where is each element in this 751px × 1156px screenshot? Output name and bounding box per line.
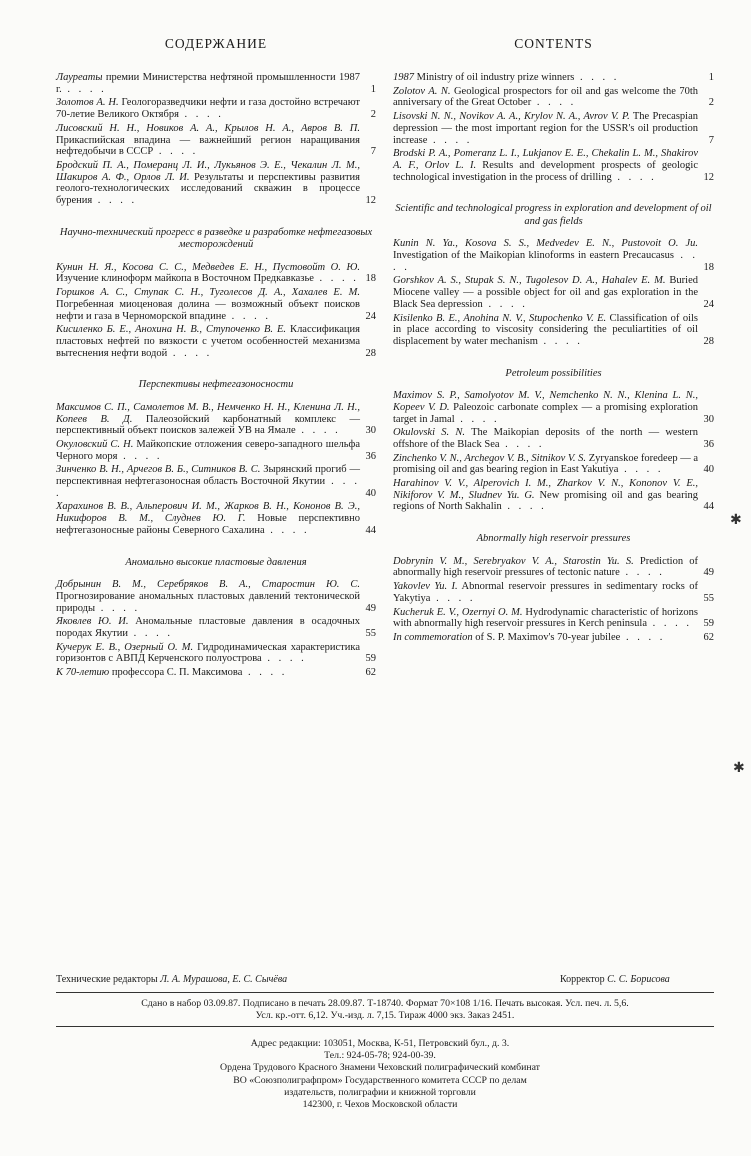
leader-dots: . . . . <box>430 592 476 604</box>
entry-title: Geological prospectors for oil and gas welcome the 70th anniversary of the Great October <box>393 85 699 109</box>
toc-entry <box>393 148 714 183</box>
imprint-line: Сдано в набор 03.09.87. Подписано в печать 28.09.87. Т-18740. Формат 70×108 1/16. Печать высокая. Усл. печ. л. 5,6. <box>141 998 629 1009</box>
entry-title: Майкопские отложения северо-западного шельфа Черного моря <box>56 438 360 462</box>
entry-page-number: 44 <box>703 501 714 513</box>
corrector-label: Корректор <box>560 974 605 985</box>
entry-authors: Kucheruk E. V., Ozernyi O. M. <box>393 606 523 618</box>
entry-authors: Окуловский С. Н. <box>56 438 134 450</box>
section-title: Перспективы нефтегазоносности <box>138 379 294 391</box>
entry-page-number: 59 <box>703 618 714 630</box>
toc-entry <box>393 313 714 348</box>
print-blot-mark: ✱ <box>730 513 742 528</box>
entry-title: Изучение клиноформ майкопа в Восточном Предкавказье <box>56 273 314 285</box>
entry-authors: К 70-летию <box>56 667 110 679</box>
print-blot-mark: ✱ <box>733 761 745 776</box>
address-line: Адрес редакции: 103051, Москва, К-51, Петровский бул., д. 3. <box>250 1038 510 1049</box>
leader-dots: . . . . <box>620 631 666 643</box>
address-line: ВО «Союзполиграфпром» Государственного комитета СССР по делам <box>233 1074 527 1086</box>
leader-dots: . . . . <box>531 97 577 109</box>
entry-page-number: 40 <box>365 487 376 499</box>
entry-title: Результаты и перспективы развития геолого-технологических исследований скважин в процессе бурения <box>56 171 361 207</box>
address-line: 142300, г. Чехов Московской области <box>302 1099 458 1111</box>
corrector <box>560 974 670 985</box>
toc-entry <box>56 501 376 536</box>
entry-authors: Зинченко В. Н., Арчегов В. Б., Ситников В. С. <box>56 464 261 476</box>
contents-heading-en: CONTENTS <box>514 36 593 51</box>
leader-dots: . . . . <box>226 310 272 322</box>
toc-entry <box>56 262 376 285</box>
entry-authors: Zolotov A. N. <box>393 85 451 97</box>
leader-dots: . . . . <box>242 667 288 679</box>
entry-authors: Кисиленко Б. Е., Анохина Н. В., Ступоченко В. Е. <box>56 324 287 336</box>
entry-page-number: 1 <box>370 83 376 95</box>
entry-title: Новые перспективно нефтегазоносные районы Северного Сахалина <box>56 513 360 536</box>
entry-authors: Золотов А. Н. <box>56 97 119 109</box>
toc-entry <box>56 97 376 120</box>
entry-title: New promising oil and gas bearing regions of North Sakhalin <box>393 489 698 513</box>
toc-entry <box>393 427 714 450</box>
leader-dots: . . . . <box>117 450 163 462</box>
toc-entry <box>393 275 714 310</box>
entry-title: Геологоразведчики нефти и газа достойно встречают 70-летие Великого Октября <box>56 97 360 121</box>
toc-entry <box>56 642 376 665</box>
entry-page-number: 40 <box>703 464 714 476</box>
leader-dots: . . . . <box>611 171 657 183</box>
leader-dots: . . . . <box>501 501 547 513</box>
entry-page-number: 18 <box>365 273 376 285</box>
imprint-block <box>70 998 700 1022</box>
entry-title: The Maikopian deposits of the north — western offshore of the Black Sea <box>393 427 699 450</box>
group-gap <box>393 515 714 523</box>
leader-dots: . . . . <box>454 413 500 425</box>
toc-entry <box>56 287 376 322</box>
entry-page-number: 49 <box>703 567 714 579</box>
toc-entry <box>393 581 714 604</box>
entry-authors: Kunin N. Ya., Kosova S. S., Medvedev E. N., Pustovoit O. Ju. <box>393 238 698 250</box>
group-gap <box>56 209 376 217</box>
editors-names: Л. А. Мурашова, Е. С. Сычёва <box>160 974 288 985</box>
section-title: Научно-технический прогресс в разведке и разработке нефтегазовых месторождений <box>59 226 373 251</box>
address-line: Ордена Трудового Красного Знамени Чеховский полиграфический комбинат <box>220 1062 540 1074</box>
entry-page-number: 30 <box>703 413 714 425</box>
entry-page-number: 12 <box>365 195 376 207</box>
entry-title: Ministry of oil industry prize winners <box>414 72 575 83</box>
leader-dots: . . . . <box>574 72 620 83</box>
leader-dots: . . . . <box>153 146 199 158</box>
entry-page-number: 62 <box>365 667 376 679</box>
entry-title: Прогнозирование аномальных пластовых давлений тектонической природы <box>56 590 360 614</box>
imprint-line: Усл. кр.-отт. 6,12. Уч.-изд. л. 7,15. Тираж 4000 экз. Заказ 2451. <box>255 1010 515 1021</box>
entry-page-number: 7 <box>370 146 376 158</box>
toc-entry <box>56 439 376 462</box>
entry-authors: Gorshkov A. S., Stupak S. N., Tugolesov D. A., Hahalev E. M. <box>393 275 666 287</box>
entry-authors: Кунин Н. Я., Косова С. С., Медведев Е. Н., Пустовойт О. Ю. <box>56 261 360 273</box>
group-gap <box>56 681 376 689</box>
entry-authors: Okulovski S. N. <box>393 427 466 439</box>
group-gap <box>56 361 376 369</box>
entry-page-number: 12 <box>703 171 714 183</box>
leader-dots: . . . . <box>537 335 583 347</box>
section-title: Petroleum possibilities <box>505 367 602 379</box>
toc-entry <box>393 478 714 513</box>
entry-title: Аномальные пластовые давления в осадочных породах Якутии <box>56 616 360 639</box>
entry-authors: Максимов С. П., Самолетов М. В., Немченко Н. Н., Кленина Л. Н., Копеев В. Д. <box>56 401 360 425</box>
entry-authors: Горшков А. С., Ступак С. Н., Туголесов Д. А., Хахалев Е. М. <box>56 287 360 299</box>
entry-page-number: 1 <box>708 72 714 83</box>
toc-entry <box>393 607 714 630</box>
entry-page-number: 36 <box>365 450 376 462</box>
entry-title: Zyryanskoe foredeep — a promising oil and gas bearing region in East Yakutiya <box>393 452 699 476</box>
entry-page-number: 7 <box>708 134 714 146</box>
leader-dots: . . . . <box>261 653 307 665</box>
entry-page-number: 62 <box>703 631 714 643</box>
entry-title: The Precaspian depression — the most important region for the USSR's oil production increase <box>393 111 698 146</box>
entry-page-number: 18 <box>703 261 714 273</box>
entry-authors: Харахинов В. В., Альперович И. М., Жарков В. Н., Кононов В. Э., Никифоров В. М., Слуднев Ю. Г. <box>56 501 360 525</box>
entry-title: Классификация пластовых нефтей по вязкости с учетом особенностей механизма вытеснения нефти водой <box>56 324 360 359</box>
toc-entry <box>393 72 714 84</box>
entry-title: профессора С. П. Максимова <box>109 667 243 679</box>
toc-entry <box>56 616 376 639</box>
entry-page-number: 24 <box>703 298 714 310</box>
entry-page-number: 24 <box>365 310 376 322</box>
toc-entry <box>56 160 376 207</box>
leader-dots: . . . . <box>61 83 107 95</box>
group-gap <box>393 185 714 193</box>
section-title: Abnormally high reservoir pressures <box>476 533 631 545</box>
contents-heading-ru: СОДЕРЖАНИЕ <box>164 36 268 51</box>
divider-bottom <box>56 1026 714 1027</box>
entry-authors: Zinchenko V. N., Archegov V. B., Sitnikov V. S. <box>393 452 587 464</box>
toc-entry <box>56 464 376 499</box>
leader-dots: . . . . <box>427 134 473 146</box>
toc-entry <box>393 632 714 644</box>
entry-authors: In commemoration <box>393 631 473 643</box>
entry-authors: Lisovski N. N., Novikov A. A., Krylov N. A., Avrov V. P. <box>393 111 630 123</box>
entry-title: Classification of oils in place according to viscosity considering the peculiartities of oil displacement by water mechanism <box>393 312 698 347</box>
entry-title: Прикаспийская впадина — важнейший регион наращивания нефтедобычи в СССР <box>56 134 360 158</box>
toc-entry <box>56 324 376 359</box>
section-title: Scientific and technological progress in exploration and development of oil and gas fields <box>395 203 712 227</box>
entry-title: Prediction of abnormally high reservoir pressures of tectonic nature <box>393 555 698 579</box>
toc-entry <box>56 402 376 437</box>
toc-entry <box>56 579 376 614</box>
entry-page-number: 59 <box>365 653 376 665</box>
entry-title: Paleozoic carbonate complex — a promising exploration target in Jamal <box>393 401 698 425</box>
entry-page-number: 28 <box>365 347 376 359</box>
editors-label: Технические редакторы <box>56 974 158 985</box>
entry-page-number: 36 <box>703 438 714 450</box>
leader-dots: . . . . <box>295 425 341 437</box>
entry-authors: Яковлев Ю. И. <box>56 616 129 628</box>
group-gap <box>393 646 714 654</box>
leader-dots: . . . . <box>56 476 361 499</box>
entry-page-number: 28 <box>703 335 714 347</box>
leader-dots: . . . . <box>167 347 213 359</box>
entry-page-number: 2 <box>370 109 376 121</box>
entry-authors: Добрынин В. М., Серебряков В. А., Старостин Ю. С. <box>56 579 360 591</box>
entry-authors: Brodski P. A., Pomeranz L. I., Lukjanov E. E., Chekalin L. M., Shakirov A. F., Orlov L. I. <box>393 148 698 171</box>
leader-dots: . . . . <box>178 109 224 121</box>
toc-entry <box>393 86 714 109</box>
group-gap <box>393 350 714 358</box>
entry-title: Investigation of the Maikopian klinoforms in eastern Precaucasus <box>393 250 674 262</box>
entry-title: премии Министерства нефтяной промышленности 1987 г. <box>56 72 360 95</box>
entry-title: Погребенная миоценовая долина — возможный объект поисков нефти и газа в Черноморской впадине <box>56 298 360 322</box>
entry-title: Hydrodynamic characteristic of horizons with abnormally high reservoir pressures in Kerch peninsula <box>393 606 698 630</box>
toc-entry <box>56 123 376 158</box>
leader-dots: . . . . <box>482 298 528 310</box>
entry-authors: Лауреаты <box>56 72 103 83</box>
entry-authors: Бродский П. А., Померанц Л. И., Лукьянов Э. Е., Чекалин Л. М., Шакиров А. Ф., Орлов Л. И. <box>56 159 360 183</box>
entry-authors: Maximov S. P., Samolyotov M. V., Nemchenko N. N., Klenina L. N., Kopeev V. D. <box>393 390 698 413</box>
leader-dots: . . . . <box>619 567 665 579</box>
entry-authors: Dobrynin V. M., Serebryakov V. A., Starostin Yu. S. <box>393 555 634 567</box>
entry-page-number: 55 <box>365 627 376 639</box>
leader-dots: . . . . <box>618 464 664 476</box>
toc-entry <box>393 111 714 146</box>
ru-entries <box>56 72 376 689</box>
entry-title: of S. P. Maximov's 70-year jubilee <box>472 631 621 643</box>
group-gap <box>56 539 376 547</box>
entry-page-number: 44 <box>365 524 376 536</box>
leader-dots: . . . . <box>646 618 692 630</box>
entry-title: Results and development prospects of geologic technological investigation in the process of drilling <box>393 159 698 183</box>
entry-title: Abnormal reservoir pressures in sedimentary rocks of Yakytiya <box>393 581 699 604</box>
contents-en-column <box>393 36 714 654</box>
entry-authors: Лисовский Н. Н., Новиков А. А., Крылов Н. А., Авров В. П. <box>56 122 360 134</box>
contents-ru-column <box>56 36 376 689</box>
leader-dots: . . . . <box>127 627 173 639</box>
leader-dots: . . . . <box>313 273 359 285</box>
entry-page-number: 49 <box>365 602 376 614</box>
section-title: Аномально высокие пластовые давления <box>125 556 307 568</box>
leader-dots: . . . . <box>95 602 141 614</box>
toc-entry <box>393 453 714 476</box>
entry-authors: Kisilenko B. E., Anohina N. V., Stupochenko V. E. <box>393 312 607 324</box>
toc-entry <box>56 72 376 95</box>
entry-page-number: 2 <box>708 97 714 109</box>
en-entries <box>393 72 714 654</box>
toc-entry <box>56 667 376 679</box>
entry-page-number: 30 <box>365 425 376 437</box>
toc-entry <box>393 238 714 273</box>
entry-title: Палеозойский карбонатный комплекс — перспективный объект поисков залежей УВ на Ямале <box>56 413 360 437</box>
leader-dots: . . . . <box>499 438 545 450</box>
entry-title: Buried Miocene valley — a possible object for oil and gas exploration in the Black Sea depression <box>393 275 699 310</box>
entry-authors: Harahinov V. V., Alperovich I. M., Zharkov V. N., Kononov V. E., Nikiforov V. M., Sludnev Yu. G. <box>393 478 698 501</box>
leader-dots: . . . . <box>393 250 698 273</box>
leader-dots: . . . . <box>92 195 138 207</box>
entry-page-number: 55 <box>703 592 714 604</box>
corrector-name: С. С. Борисова <box>607 974 670 985</box>
entry-authors: 1987 <box>393 72 414 83</box>
toc-entry <box>393 556 714 579</box>
address-line: издательств, полиграфии и книжной торговли <box>284 1086 476 1098</box>
leader-dots: . . . . <box>264 524 310 536</box>
entry-authors: Yakovlev Yu. I. <box>393 581 458 593</box>
address-line: Тел.: 924-05-78; 924-00-39. <box>324 1050 436 1062</box>
entry-title: Зырянский прогиб — перспективная нефтегазоносная область Восточной Якутии <box>56 464 360 488</box>
toc-entry <box>393 390 714 425</box>
entry-authors: Кучерук Е. В., Озерный О. М. <box>56 641 194 653</box>
publisher-address <box>100 1038 660 1111</box>
technical-editors <box>56 974 287 985</box>
entry-title: Гидродинамическая характеристика горизонтов с АВПД Керченского полуострова <box>56 641 360 665</box>
divider-top <box>56 992 714 993</box>
